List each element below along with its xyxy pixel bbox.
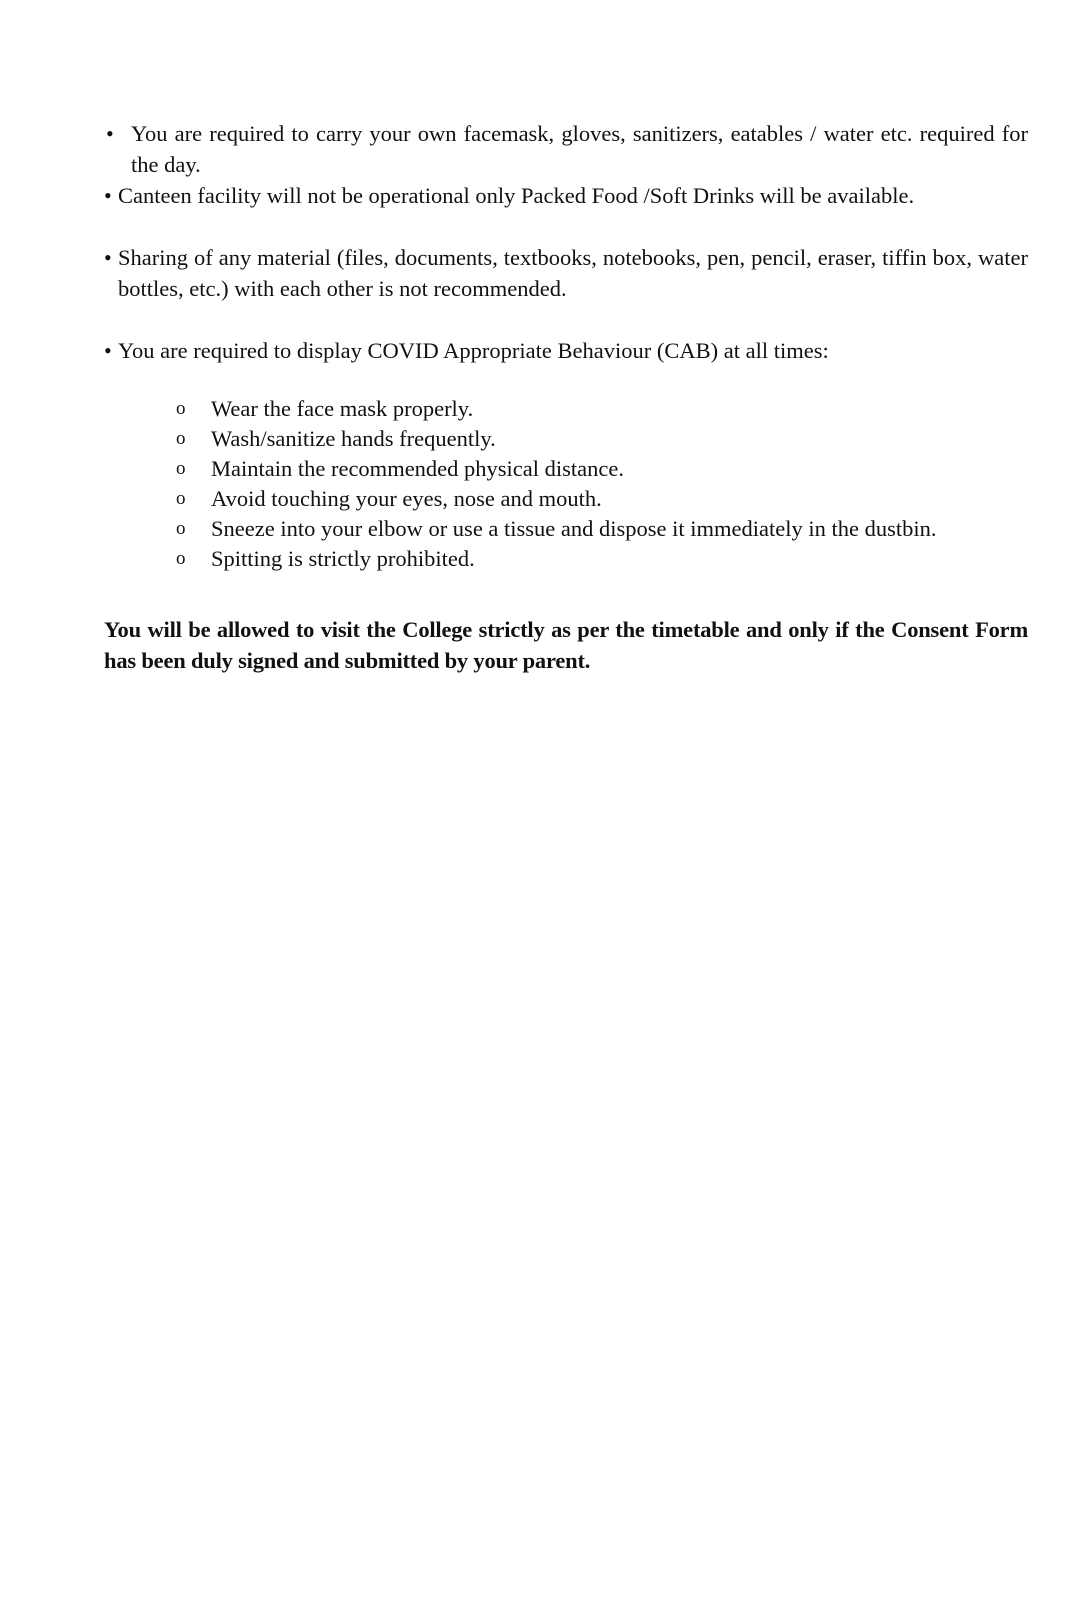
spacer xyxy=(104,574,1028,614)
sub-bullet-circle: o xyxy=(176,488,186,509)
sub-bullet-circle: o xyxy=(176,548,186,569)
bullet-item-sharing xyxy=(104,242,1028,304)
bullet-text: You are required to carry your own facemask, gloves, sanitizers, eatables / water etc. required for the day. xyxy=(131,121,1028,177)
cab-item-text: Wear the face mask properly. xyxy=(211,396,474,421)
cab-item xyxy=(176,424,1028,454)
cab-item-text: Maintain the recommended physical distance. xyxy=(211,456,624,481)
spacer xyxy=(104,211,1028,242)
bullet-dot: • xyxy=(104,338,112,363)
bullet-item-canteen xyxy=(104,180,1028,211)
bullet-item-facemask xyxy=(104,118,1028,180)
bullet-dot: • xyxy=(106,121,114,146)
cab-item xyxy=(176,484,1028,514)
bullet-text: Canteen facility will not be operational only Packed Food /Soft Drinks will be available. xyxy=(118,183,915,208)
sub-bullet-circle: o xyxy=(176,398,186,419)
cab-item xyxy=(176,394,1028,424)
sub-bullet-circle: o xyxy=(176,458,186,479)
spacer xyxy=(104,304,1028,335)
cab-item xyxy=(176,544,1028,574)
bullet-dot: • xyxy=(104,183,112,208)
cab-item-text: Spitting is strictly prohibited. xyxy=(211,546,475,571)
cab-item xyxy=(176,514,1028,544)
bullet-dot: • xyxy=(104,245,112,270)
closing-note: You will be allowed to visit the College strictly as per the timetable and only if the Consent Form has been duly signed and submitted by your parent. xyxy=(104,617,1028,673)
spacer xyxy=(104,366,1028,394)
cab-item-text: Sneeze into your elbow or use a tissue and dispose it immediately in the dustbin. xyxy=(211,516,937,541)
cab-sublist xyxy=(176,394,1028,574)
sub-bullet-circle: o xyxy=(176,518,186,539)
bullet-text: You are required to display COVID Appropriate Behaviour (CAB) at all times: xyxy=(118,338,829,363)
bullet-text: Sharing of any material (files, documents, textbooks, notebooks, pen, pencil, eraser, tiffin box, water bottles, etc.) with each other is not recommended. xyxy=(118,245,1028,301)
cab-item-text: Wash/sanitize hands frequently. xyxy=(211,426,496,451)
cab-item-text: Avoid touching your eyes, nose and mouth. xyxy=(211,486,602,511)
cab-item xyxy=(176,454,1028,484)
document-content xyxy=(104,118,1028,676)
bullet-item-cab xyxy=(104,335,1028,366)
sub-bullet-circle: o xyxy=(176,428,186,449)
